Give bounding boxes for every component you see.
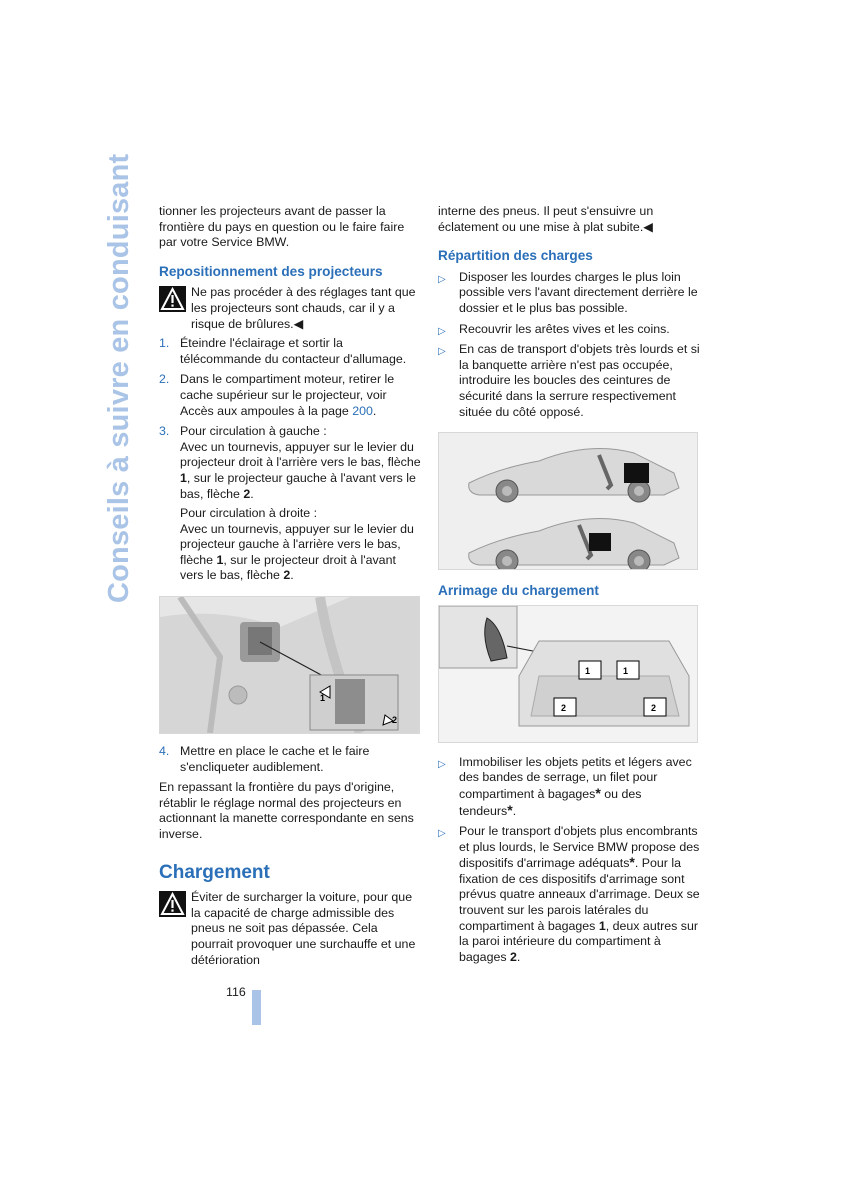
warning-triangle-icon	[159, 891, 186, 917]
footnote-star: *	[595, 784, 601, 801]
triangle-bullet-icon: ▷	[438, 346, 446, 358]
heading-chargement: Chargement	[159, 861, 270, 883]
procedure-list	[159, 336, 421, 584]
cargo-tiedown-illustration	[438, 605, 698, 743]
left-column	[159, 204, 421, 972]
procedure-list-continued	[159, 744, 421, 775]
triangle-bullet-icon: ▷	[438, 828, 446, 840]
triangle-bullet-icon: ▷	[438, 273, 446, 285]
chapter-side-title: Conseils à suivre en conduisant	[103, 153, 135, 603]
svg-text:2: 2	[561, 702, 567, 713]
list-item: 4. Mettre en place le cache et le faire s'encliqueter audiblement.	[159, 744, 370, 774]
continuation-paragraph: interne des pneus. Il peut s'ensuivre un éclatement ou une mise à plat subite.◀	[438, 204, 654, 234]
footnote-star: *	[629, 854, 635, 871]
svg-text:2: 2	[651, 702, 657, 713]
list-item: ▷ Disposer les lourdes charges le plus loin possible vers l'avant directement derrière le dossier et le plus bas possible.	[438, 269, 698, 315]
list-item: ▷ En cas de transport d'objets très lourds et si la banquette arrière n'est pas occupée, introduire les boucles des ceintures de sécurité dans la serrure respectivement située du côté opposé.	[438, 342, 700, 419]
triangle-bullet-icon: ▷	[438, 325, 446, 337]
page-marker-bar	[252, 990, 261, 1025]
right-column	[438, 204, 700, 970]
svg-text:1: 1	[585, 665, 591, 676]
list-item: ▷ Pour le transport d'objets plus encombrants et plus lourds, le Service BMW propose des dispositifs d'arrimage adéquats*. Pour la fixation de ces dispositifs d'arrimage sont prévus quatre anneaux d'arrimage. Deux se trouvent sur les parois latérales du compartiment à bagages 1, deux autres sur la paroi intérieure du compartiment à bagages 2.	[438, 824, 700, 964]
warning-text: Éviter de surcharger la voiture, pour que la capacité de charge admissible des pneus ne soit pas dépassée. Cela pourrait provoquer une surchauffe et une détérioration	[191, 890, 416, 967]
svg-text:1: 1	[623, 665, 629, 676]
border-paragraph: En repassant la frontière du pays d'origine, rétablir le réglage normal des projecteurs en actionnant la manette correspondante en sens inverse.	[159, 780, 414, 842]
heading-arrimage: Arrimage du chargement	[438, 583, 599, 599]
warning-block	[159, 285, 421, 332]
bullet-list	[438, 755, 700, 966]
footnote-star: *	[507, 801, 513, 818]
bullet-list	[438, 270, 700, 420]
intro-paragraph: tionner les projecteurs avant de passer la frontière du pays en question ou le faire faire par votre Service BMW.	[159, 204, 405, 250]
warning-text: Ne pas procéder à des réglages tant que les projecteurs sont chauds, car il y a risque de brûlures.◀	[191, 285, 416, 331]
page-number: 116	[226, 985, 246, 999]
list-item: 1. Éteindre l'éclairage et sortir la télécommande du contacteur d'allumage.	[159, 336, 407, 366]
list-item: 2. Dans le compartiment moteur, retirer le cache supérieur sur le projecteur, voir Accès aux ampoules à la page 200.	[159, 372, 395, 418]
list-item: ▷ Recouvrir les arêtes vives et les coins.	[438, 322, 700, 338]
heading-repositionnement: Repositionnement des projecteurs	[159, 263, 383, 279]
svg-text:2: 2	[392, 715, 398, 726]
triangle-bullet-icon: ▷	[438, 758, 446, 770]
svg-text:1: 1	[320, 693, 326, 704]
heading-repartition: Répartition des charges	[438, 248, 593, 264]
headlight-adjustment-illustration	[159, 596, 420, 734]
list-item: ▷ Immobiliser les objets petits et légers avec des bandes de serrage, un filet pour compartiment à bagages* ou des tendeurs*.	[438, 754, 692, 818]
warning-triangle-icon	[159, 286, 186, 312]
load-distribution-illustration	[438, 432, 698, 570]
warning-block	[159, 890, 421, 968]
list-item: 3. Pour circulation à gauche : Avec un tournevis, appuyer sur le levier du projecteur droit à l'arrière vers le bas, flèche 1, sur le projecteur gauche à l'avant vers le bas, flèche 2. Pour circulation à droite : Avec un tournevis, appuyer sur le levier du projecteur gauche à l'arrière vers le bas, flèche 1, sur le projecteur droit à l'avant vers le bas, flèche 2.	[159, 424, 421, 583]
page-link[interactable]: 200	[352, 403, 373, 418]
